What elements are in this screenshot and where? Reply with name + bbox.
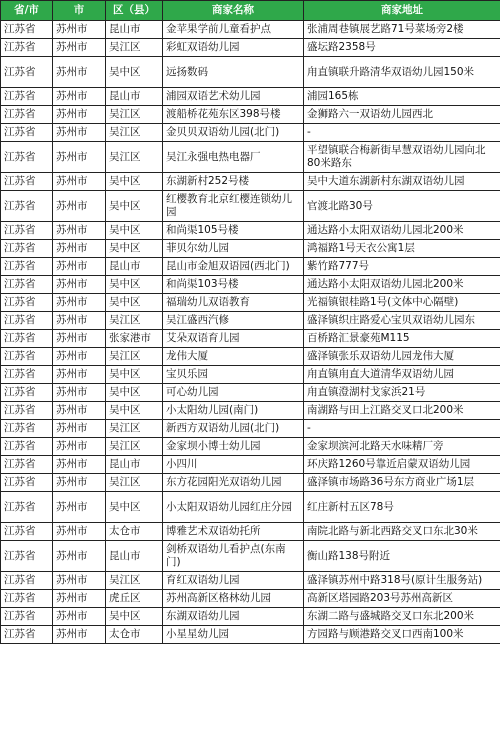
cell-province: 江苏省 (1, 258, 53, 276)
table-row (1, 590, 500, 608)
header-row (1, 1, 500, 21)
table-row (1, 312, 500, 330)
cell-district: 吴中区 (106, 173, 163, 191)
cell-merchant-name: 红樱教育北京红樱连锁幼儿园 (163, 191, 304, 222)
cell-merchant-address: 盛泽镇市场路36号东方商业广场1层 (304, 474, 500, 492)
table-row (1, 191, 500, 222)
cell-city: 苏州市 (53, 492, 106, 523)
table-row (1, 523, 500, 541)
table-body (1, 21, 500, 644)
cell-province: 江苏省 (1, 541, 53, 572)
cell-district: 吴江区 (106, 312, 163, 330)
cell-province: 江苏省 (1, 173, 53, 191)
cell-merchant-name: 宝贝乐园 (163, 366, 304, 384)
table-row (1, 608, 500, 626)
cell-province: 江苏省 (1, 142, 53, 173)
cell-district: 吴中区 (106, 294, 163, 312)
cell-province: 江苏省 (1, 384, 53, 402)
cell-city: 苏州市 (53, 124, 106, 142)
cell-merchant-name: 苏州高新区格林幼儿园 (163, 590, 304, 608)
cell-district: 太仓市 (106, 626, 163, 644)
cell-merchant-address: 盛坛路2358号 (304, 39, 500, 57)
cell-district: 吴江区 (106, 474, 163, 492)
cell-merchant-address: 盛泽镇张乐双语幼儿园龙伟大厦 (304, 348, 500, 366)
cell-district: 昆山市 (106, 258, 163, 276)
cell-merchant-address: 东湖二路与盛城路交叉口东北200米 (304, 608, 500, 626)
cell-district: 吴中区 (106, 276, 163, 294)
cell-city: 苏州市 (53, 348, 106, 366)
cell-province: 江苏省 (1, 312, 53, 330)
cell-city: 苏州市 (53, 312, 106, 330)
cell-province: 江苏省 (1, 294, 53, 312)
cell-city: 苏州市 (53, 222, 106, 240)
cell-merchant-name: 渡船桥花苑东区398号楼 (163, 106, 304, 124)
cell-merchant-address: 鸿福路1号天衣公寓1层 (304, 240, 500, 258)
cell-city: 苏州市 (53, 191, 106, 222)
cell-province: 江苏省 (1, 106, 53, 124)
cell-district: 昆山市 (106, 21, 163, 39)
cell-city: 苏州市 (53, 366, 106, 384)
cell-merchant-name: 远扬数码 (163, 57, 304, 88)
cell-city: 苏州市 (53, 276, 106, 294)
cell-merchant-name: 金家坝小博士幼儿园 (163, 438, 304, 456)
cell-merchant-name: 昆山市金旭双语园(西北门) (163, 258, 304, 276)
cell-merchant-address: 官渡北路30号 (304, 191, 500, 222)
cell-province: 江苏省 (1, 590, 53, 608)
table-row (1, 142, 500, 173)
table-row (1, 173, 500, 191)
table-row (1, 330, 500, 348)
cell-merchant-name: 可心幼儿园 (163, 384, 304, 402)
cell-city: 苏州市 (53, 474, 106, 492)
cell-province: 江苏省 (1, 492, 53, 523)
table-row (1, 21, 500, 39)
cell-district: 吴中区 (106, 608, 163, 626)
table-row (1, 294, 500, 312)
cell-district: 吴中区 (106, 366, 163, 384)
cell-merchant-name: 和尚渠103号楼 (163, 276, 304, 294)
cell-district: 吴江区 (106, 420, 163, 438)
table-row (1, 106, 500, 124)
cell-merchant-address: 平望镇联合梅新街早慧双语幼儿园向北80米路东 (304, 142, 500, 173)
cell-merchant-address: 光福镇银桂路1号(文体中心隔壁) (304, 294, 500, 312)
cell-province: 江苏省 (1, 276, 53, 294)
cell-merchant-name: 东湖新村252号楼 (163, 173, 304, 191)
table-row (1, 57, 500, 88)
cell-city: 苏州市 (53, 402, 106, 420)
cell-district: 吴中区 (106, 240, 163, 258)
cell-merchant-name: 小太阳幼儿园(南门) (163, 402, 304, 420)
cell-merchant-address: 南湖路与田上江路交叉口北200米 (304, 402, 500, 420)
cell-district: 吴中区 (106, 492, 163, 523)
cell-district: 吴江区 (106, 124, 163, 142)
table-row (1, 240, 500, 258)
cell-merchant-address: 甪直镇澄湖村戈家浜21号 (304, 384, 500, 402)
cell-city: 苏州市 (53, 142, 106, 173)
cell-district: 吴中区 (106, 384, 163, 402)
cell-province: 江苏省 (1, 240, 53, 258)
table-row (1, 384, 500, 402)
cell-city: 苏州市 (53, 420, 106, 438)
table-row (1, 438, 500, 456)
cell-district: 吴江区 (106, 438, 163, 456)
cell-merchant-address: 环庆路1260号靠近启蒙双语幼儿园 (304, 456, 500, 474)
table-row (1, 366, 500, 384)
cell-city: 苏州市 (53, 21, 106, 39)
cell-merchant-name: 小太阳双语幼儿园红庄分园 (163, 492, 304, 523)
header-merchant-name: 商家名称 (163, 1, 304, 21)
cell-province: 江苏省 (1, 420, 53, 438)
cell-province: 江苏省 (1, 39, 53, 57)
cell-merchant-address: - (304, 124, 500, 142)
table-row (1, 541, 500, 572)
cell-merchant-name: 吴江永强电热电器厂 (163, 142, 304, 173)
cell-merchant-name: 浦园双语艺术幼儿园 (163, 88, 304, 106)
cell-province: 江苏省 (1, 456, 53, 474)
cell-merchant-address: 盛泽镇苏州中路318号(原计生服务站) (304, 572, 500, 590)
cell-merchant-name: 东湖双语幼儿园 (163, 608, 304, 626)
cell-district: 吴中区 (106, 191, 163, 222)
cell-city: 苏州市 (53, 523, 106, 541)
cell-merchant-address: 通达路小太阳双语幼儿园北200米 (304, 276, 500, 294)
cell-city: 苏州市 (53, 173, 106, 191)
cell-province: 江苏省 (1, 57, 53, 88)
cell-district: 张家港市 (106, 330, 163, 348)
cell-province: 江苏省 (1, 366, 53, 384)
cell-merchant-address: 张浦周巷镇展艺路71号菜场旁2楼 (304, 21, 500, 39)
header-district: 区（县） (106, 1, 163, 21)
cell-province: 江苏省 (1, 402, 53, 420)
cell-province: 江苏省 (1, 330, 53, 348)
cell-province: 江苏省 (1, 572, 53, 590)
cell-merchant-address: 百桥路汇景豪苑M115 (304, 330, 500, 348)
cell-district: 昆山市 (106, 541, 163, 572)
cell-district: 吴江区 (106, 348, 163, 366)
table-row (1, 572, 500, 590)
cell-province: 江苏省 (1, 88, 53, 106)
cell-city: 苏州市 (53, 294, 106, 312)
cell-merchant-name: 龙伟大厦 (163, 348, 304, 366)
cell-merchant-name: 小星星幼儿园 (163, 626, 304, 644)
table-row (1, 492, 500, 523)
table-row (1, 456, 500, 474)
cell-province: 江苏省 (1, 608, 53, 626)
cell-merchant-name: 博雅艺术双语幼托所 (163, 523, 304, 541)
header-city: 市 (53, 1, 106, 21)
table-row (1, 474, 500, 492)
cell-city: 苏州市 (53, 384, 106, 402)
cell-merchant-address: 紫竹路777号 (304, 258, 500, 276)
cell-province: 江苏省 (1, 21, 53, 39)
cell-merchant-address: 甪直镇联升路清华双语幼儿园150米 (304, 57, 500, 88)
cell-merchant-name: 东方花园阳光双语幼儿园 (163, 474, 304, 492)
cell-city: 苏州市 (53, 57, 106, 88)
table-row (1, 276, 500, 294)
cell-merchant-name: 育红双语幼儿园 (163, 572, 304, 590)
cell-merchant-address: 金家坝滨河北路天水味精厂旁 (304, 438, 500, 456)
cell-province: 江苏省 (1, 438, 53, 456)
cell-district: 吴中区 (106, 402, 163, 420)
cell-merchant-name: 菲贝尔幼儿园 (163, 240, 304, 258)
cell-city: 苏州市 (53, 106, 106, 124)
cell-province: 江苏省 (1, 124, 53, 142)
cell-city: 苏州市 (53, 39, 106, 57)
cell-merchant-name: 艾朵双语育儿园 (163, 330, 304, 348)
cell-merchant-address: 方园路与顾港路交叉口西南100米 (304, 626, 500, 644)
table-row (1, 222, 500, 240)
cell-city: 苏州市 (53, 438, 106, 456)
cell-district: 昆山市 (106, 88, 163, 106)
table-row (1, 420, 500, 438)
table-row (1, 39, 500, 57)
cell-district: 虎丘区 (106, 590, 163, 608)
cell-city: 苏州市 (53, 88, 106, 106)
cell-merchant-name: 吴江盛西汽修 (163, 312, 304, 330)
header-merchant-address: 商家地址 (304, 1, 500, 21)
table-row (1, 402, 500, 420)
cell-merchant-address: 高新区塔园路203号苏州高新区 (304, 590, 500, 608)
cell-merchant-name: 福瑞幼儿双语教育 (163, 294, 304, 312)
cell-city: 苏州市 (53, 456, 106, 474)
cell-city: 苏州市 (53, 541, 106, 572)
cell-district: 太仓市 (106, 523, 163, 541)
cell-province: 江苏省 (1, 191, 53, 222)
cell-district: 昆山市 (106, 456, 163, 474)
cell-merchant-name: 剑桥双语幼儿看护点(东南门) (163, 541, 304, 572)
cell-district: 吴江区 (106, 142, 163, 173)
cell-city: 苏州市 (53, 258, 106, 276)
cell-province: 江苏省 (1, 348, 53, 366)
cell-merchant-address: - (304, 420, 500, 438)
cell-city: 苏州市 (53, 240, 106, 258)
cell-city: 苏州市 (53, 626, 106, 644)
table-row (1, 626, 500, 644)
cell-province: 江苏省 (1, 626, 53, 644)
cell-district: 吴中区 (106, 222, 163, 240)
table-row (1, 124, 500, 142)
cell-city: 苏州市 (53, 608, 106, 626)
cell-merchant-name: 和尚渠105号楼 (163, 222, 304, 240)
cell-merchant-name: 金苹果学前儿童看护点 (163, 21, 304, 39)
cell-district: 吴江区 (106, 572, 163, 590)
cell-city: 苏州市 (53, 330, 106, 348)
cell-merchant-address: 南院北路与新北西路交叉口东北30米 (304, 523, 500, 541)
cell-province: 江苏省 (1, 474, 53, 492)
cell-merchant-name: 小四川 (163, 456, 304, 474)
cell-merchant-address: 吴中大道东湖新村东湖双语幼儿园 (304, 173, 500, 191)
cell-merchant-address: 甪直镇甪直大道清华双语幼儿园 (304, 366, 500, 384)
cell-merchant-name: 新西方双语幼儿园(北门) (163, 420, 304, 438)
cell-district: 吴江区 (106, 106, 163, 124)
table-row (1, 348, 500, 366)
table-row (1, 258, 500, 276)
table-row (1, 88, 500, 106)
cell-district: 吴江区 (106, 39, 163, 57)
cell-merchant-address: 金狮路六一双语幼儿园西北 (304, 106, 500, 124)
cell-province: 江苏省 (1, 222, 53, 240)
cell-merchant-address: 通达路小太阳双语幼儿园北200米 (304, 222, 500, 240)
cell-province: 江苏省 (1, 523, 53, 541)
cell-city: 苏州市 (53, 590, 106, 608)
cell-district: 吴中区 (106, 57, 163, 88)
cell-merchant-address: 衡山路138号附近 (304, 541, 500, 572)
cell-merchant-name: 彩虹双语幼儿园 (163, 39, 304, 57)
header-province: 省/市 (1, 1, 53, 21)
cell-merchant-address: 红庄新村五区78号 (304, 492, 500, 523)
cell-merchant-address: 盛泽镇织庄路爱心宝贝双语幼儿园东 (304, 312, 500, 330)
cell-city: 苏州市 (53, 572, 106, 590)
cell-merchant-address: 浦园165栋 (304, 88, 500, 106)
cell-merchant-name: 金贝贝双语幼儿园(北门) (163, 124, 304, 142)
